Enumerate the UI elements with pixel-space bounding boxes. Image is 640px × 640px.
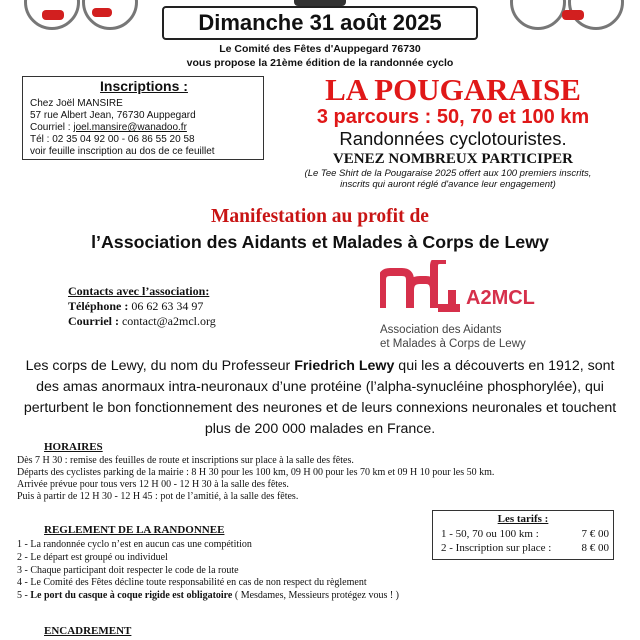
tshirt-note-line: inscrits qui auront réglé d'avance leur engagement) [340, 179, 556, 190]
committee-line: Le Comité des Fêtes d'Auppegard 76730 [219, 43, 421, 55]
phone-label: Téléphone : [68, 299, 132, 313]
tarif-label: 2 - Inscription sur place : [441, 542, 552, 554]
edition-line: vous propose la 21ème édition de la randonnée cyclo [186, 57, 454, 69]
list-item: Départs des cyclistes parking de la mairie : 8 H 30 pour les 100 km, 09 H 00 pour les 70 km et 09 H 10 pour les 50 km. [17, 467, 495, 478]
list-item: 2 - Le départ est groupé ou individuel [17, 551, 168, 563]
reglement-list [17, 539, 399, 603]
tarifs-heading: Les tarifs : [497, 513, 549, 525]
helmet-rule: Le port du casque à coque rigide est obligatoire [30, 590, 233, 602]
bike-wheel-icon [510, 0, 566, 30]
cyclist-left-illustration [24, 0, 144, 34]
cyclist-shoe-icon [92, 8, 112, 17]
event-date: Dimanche 31 août 2025 [162, 6, 478, 40]
logo-acronym: A2MCL [466, 287, 535, 309]
contacts-heading: Contacts avec l’association: [68, 284, 210, 298]
list-item-suffix: ( Mesdames, Messieurs protégez vous ! ) [232, 590, 400, 602]
tarifs-box [432, 510, 614, 560]
email-label: Courriel : [30, 122, 74, 133]
list-item-prefix: 5 - [17, 590, 31, 602]
tarif-label: 1 - 50, 70 ou 100 km : [441, 528, 539, 540]
inscriptions-phone: Tél : 02 35 04 92 00 - 06 86 55 20 58 [30, 134, 195, 145]
tshirt-note-line: (Le Tee Shirt de la Pougaraise 2025 offert aux 100 premiers inscrits, [304, 168, 592, 179]
logo-tagline-line: Association des Aidants [380, 324, 502, 336]
cyclist-shoe-icon [42, 10, 64, 20]
horaires-heading: HORAIRES [44, 441, 103, 453]
a2mcl-logo-mark-icon [380, 260, 550, 316]
contacts-phone-row [68, 299, 216, 314]
list-item: Arrivée prévue pour tous vers 12 H 00 - 12 H 30 à la salle des fêtes. [17, 479, 289, 490]
list-item: 1 - La randonnée cyclo n’est en aucun cas une compétition [17, 539, 252, 550]
tarif-row [441, 528, 609, 540]
reglement-heading: REGLEMENT DE LA RANDONNEE [44, 524, 225, 536]
list-item [17, 590, 399, 603]
tarif-row [441, 542, 609, 554]
tarif-price: 7 € 00 [581, 528, 609, 540]
event-title: LA POUGARAISE [325, 72, 581, 107]
contacts-email-row [68, 314, 216, 329]
inscriptions-address: 57 rue Albert Jean, 76730 Auppegard [30, 110, 196, 121]
professor-name: Friedrich Lewy [294, 358, 395, 374]
inscriptions-title: Inscriptions : [100, 78, 188, 94]
association-name: l’Association des Aidants et Malades à Corps de Lewy [91, 232, 549, 252]
tshirt-note [256, 168, 640, 190]
event-subtitle: Randonnées cyclotouristes. [339, 128, 567, 149]
cyclist-shoe-icon [562, 10, 584, 20]
committee-intro [0, 42, 640, 70]
inscriptions-email-link[interactable]: joel.mansire@wanadoo.fr [73, 122, 187, 133]
association-contacts [68, 284, 216, 329]
lewy-description [14, 356, 626, 440]
description-text: Les corps de Lewy, du nom du Professeur [25, 358, 295, 374]
event-cta: VENEZ NOMBREUX PARTICIPER [332, 151, 574, 167]
contacts-phone: 06 62 63 34 97 [131, 299, 204, 313]
inscriptions-contact-name: Chez Joël MANSIRE [30, 98, 123, 109]
event-routes: 3 parcours : 50, 70 et 100 km [316, 106, 590, 128]
email-label: Courriel : [68, 314, 122, 328]
description-text: qui les a découverts en 1912, sont des amas anormaux intra-neuronaux d’une protéine (l’alpha-synucléine phosphorylée), qui perturbent le bon fonctionnement des neurones et de leurs connexions neuronales et touchent plus de 200 000 malades en France. [23, 358, 617, 437]
inscriptions-note: voir feuille inscription au dos de ce feuillet [30, 146, 215, 157]
inscriptions-email-row [30, 122, 187, 134]
inscriptions-box [22, 76, 264, 160]
cyclist-right-illustration [506, 0, 626, 34]
tarif-price: 8 € 00 [581, 542, 609, 554]
list-item: 3 - Chaque participant doit respecter le code de la route [17, 564, 239, 576]
cause-heading: Manifestation au profit de [211, 206, 429, 227]
logo-tagline-line: et Malades à Corps de Lewy [380, 338, 526, 350]
contacts-email[interactable]: contact@a2mcl.org [121, 314, 216, 328]
horaires-list [17, 455, 494, 503]
list-item: 4 - Le Comité des Fêtes décline toute responsabilité en cas de non respect du règlement [17, 577, 367, 589]
a2mcl-logo [380, 260, 550, 354]
encadrement-heading: ENCADREMENT [44, 625, 132, 637]
list-item: Puis à partir de 12 H 30 - 12 H 45 : pot de l’amitié, à la salle des fêtes. [17, 491, 299, 502]
list-item: Dès 7 H 30 : remise des feuilles de route et inscriptions sur place à la salle des fêtes. [17, 455, 354, 466]
